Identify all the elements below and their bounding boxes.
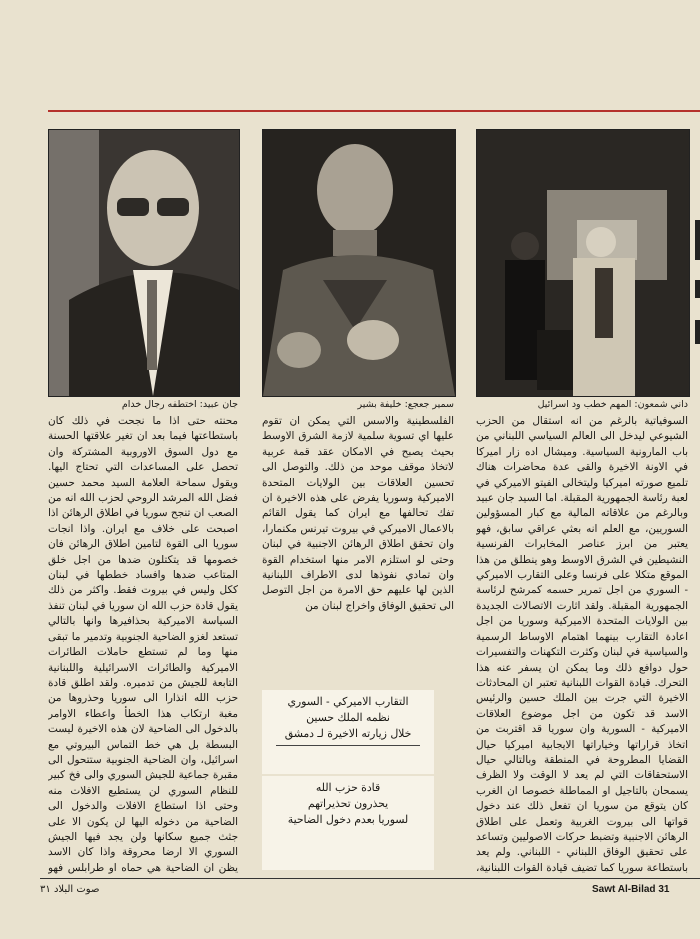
pull-quote-2-line-1: قادة حزب الله [315, 781, 381, 794]
header-rule [48, 110, 700, 112]
article-column-right [476, 414, 688, 874]
caption-samir-geagea: سمير جعجع: خليفة بشير [357, 399, 454, 410]
photo-dany-chamoun-image [477, 130, 689, 396]
footer-rule [40, 878, 700, 879]
photo-jean-obeid-image [49, 130, 239, 396]
footer-magazine-ar: صوت البلاد [53, 884, 100, 895]
article-column-middle-text: الفلسطينية والاسس التي يمكن ان تقوم عليها اي تسوية سلمية لازمة الشرق الاوسط بحيث يصبح في الامكان عقد قمة عربية لاتخاذ موقف موحد من ذلك. والتوصل الى تحسين العلاقات بين الولايات المتحدة الاميركية وسوريا يفرض على هذه الاخيرة ان تفك تحالفها مع ايران كما يقول القائم بالاعمال الاميركي في بيروت تيرنس مكنمارا، وان تحقق اطلاق الرهائن الاجنبية في لبنان وحتى لو استلزم الامر منها استخدام القوة وان تمادي نفوذها لدى الاطراف اللبنانية الذين لها عليهم حق الامرة من اجل التوصل الى تحقيق الوفاق واخراج لبنان من [262, 415, 454, 612]
pull-quote-2-line-3: لسوريا بعدم دخول الضاحية [287, 813, 409, 826]
article-column-left-text: محنته حتى اذا ما نجحت في ذلك كان باستطاعتها فيما بعد ان تغير علاقتها الحسنة مع دول السوق الاوروبية المشتركة وان تحصل على المساعدات التي تحتاج اليها. ويقول سماحة العلامة السيد محمد حسين فضل الله المرشد الروحي لحزب الله انه من الصعب ان تنجح سوريا في اطلاق الرهائن اذا اصبحت على خلاف مع ايران. واذا انجات سوريا الى القوة لتامين اطلاق الرهائن فان خصومها قد يتكتلون ضدها من اجل خلق المتاعب ضدها وافساد خططها في لبنان ككل وليس في بيروت فقط. واكثر من ذلك يقول قادة حزب الله ان سوريا في لبنان تنفذ السياسة الاميركية بحذافيرها وانها بالتالي تستعد لغزو الضاحية الجنوبية وتدمير ما تبقى منها وما لم تستطع حاملات الطائرات الاميركية والطائرات الاسرائيلية واللبنانية التابعة للجيش من تدميره. ولقد اطلق قادة حزب الله انذارا الى سوريا وحذروها من مغبة ارتكاب هذا الخطأ واعطاء الاوامر بالدخول الى الضاحية لان هذه الاخيرة ليست البسطة بل هي خط التماس البيروتي مع اسرائيل، وان الضاحية الجنوبية ستتحول الى مقبرة جماعية للجيش السوري والى فخ كبير للنظام السوري لن يستطيع الافلات منه وحتى اذا استطاع الافلات والدخول الى الضاحية من دخوله اليها لن يكون الا على جثث جميع سكانها ولن يجد فيها الجيش السوري الا ارضا محروقة واذا كان الاسد يظن ان الضاحية هي حماه او طرابلس فهو [48, 415, 238, 874]
footer-magazine-en: Sawt Al-Bilad [592, 884, 656, 895]
pull-quote-hezbollah [262, 776, 434, 870]
pull-quote-2-line-2: يحذرون تحذيراتهم [307, 797, 389, 810]
caption-jean-obeid: جان عبيد: اختطفه رجال خدام [121, 399, 238, 410]
photo-dany-chamoun [476, 129, 690, 397]
pull-quote-divider [276, 745, 420, 746]
footer-page-ar: ٣١ [40, 884, 51, 895]
photo-samir-geagea-image [263, 130, 455, 396]
photo-samir-geagea [262, 129, 456, 397]
pull-quote-1-line-1: التقارب الاميركي - السوري [287, 695, 409, 708]
page-edge-tabs [688, 130, 700, 390]
pull-quote-1-line-3: خلال زيارته الاخيرة لـ دمشق [284, 727, 412, 740]
footer-english [592, 884, 669, 895]
pull-quote-1-line-2: نظمه الملك حسين [306, 711, 390, 724]
article-column-middle [262, 414, 454, 686]
footer-page-en: 31 [658, 884, 670, 895]
article-column-left [48, 414, 238, 874]
footer-arabic [40, 884, 99, 895]
pull-quote-rapprochement [262, 690, 434, 774]
article-column-right-text: السوفياتية بالرغم من انه استقال من الحزب الشيوعي ليدخل الى العالم السياسي اللبناني من باب المارونية السياسية. وميشال اده زار اميركا في الاونة الاخيرة والقى عدة محاضرات هناك تلميع صورته اميركيا وليتخالى الفيتو الاميركي في لعبة رئاسة الجمهورية المقبلة. اما السيد جان عبيد وبالرغم من علاقاته المالية مع كبار المسؤولين السوريين، مع العلم انه بعثي عراقي سابق، فهو يعتبر من ابرز عناصر المخابرات الفرنسية النشيطين في الشرق الاوسط وهو ينطلق من هذا الموقع متكلا على فرنسا وعلى التقارب الاميركي - السوري من اجل تمرير حسمه كمرشح لرئاسة الجمهورية المقبلة. ولقد اثارت الاتصالات الجديدة بين الولايات المتحدة الاميركية وسوريا من اجل اعادة التقارب بينهما اهتمام الاوساط الرسمية والسياسية في لبنان وكثرت التكهنات والتفسيرات حول دوافع ذلك وما يمكن ان يسفر عنه هذا التحرك. قيادة القوات اللبنانية تعتبر ان المحادثات الاخيرة التي جرت بين الملك حسين والرئيس الاسد قد تكون من اجل موضوع العلاقات الاميركية - السورية وان سوريا قد اقتربت من اتخاذ قراراتها وخياراتها الايجابية اميركيا حيال القضايا المطروحة في المنطقة وبالتالي حيال الاستحقاقات التي لم يعد لا الوقت ولا الظرف يسمحان بالتاجيل او المماطلة خصوصا ان الغرب كان يتوقع من سوريا ان تفعل ذلك عند دخول قواتها الى بيروت الغربية وتعمل على اطلاق الرهائن الاجنبية وتضبط حركات الاصوليين وتساعد على تحقيق الوفاق اللبناني - اللبناني. ولم يعد باستطاعة سوريا كما تضيف قيادة القوات اللبنانية، [476, 415, 688, 874]
caption-dany-chamoun: داني شمعون: المهم خطب ود اسرائيل [537, 399, 688, 410]
photo-jean-obeid [48, 129, 240, 397]
